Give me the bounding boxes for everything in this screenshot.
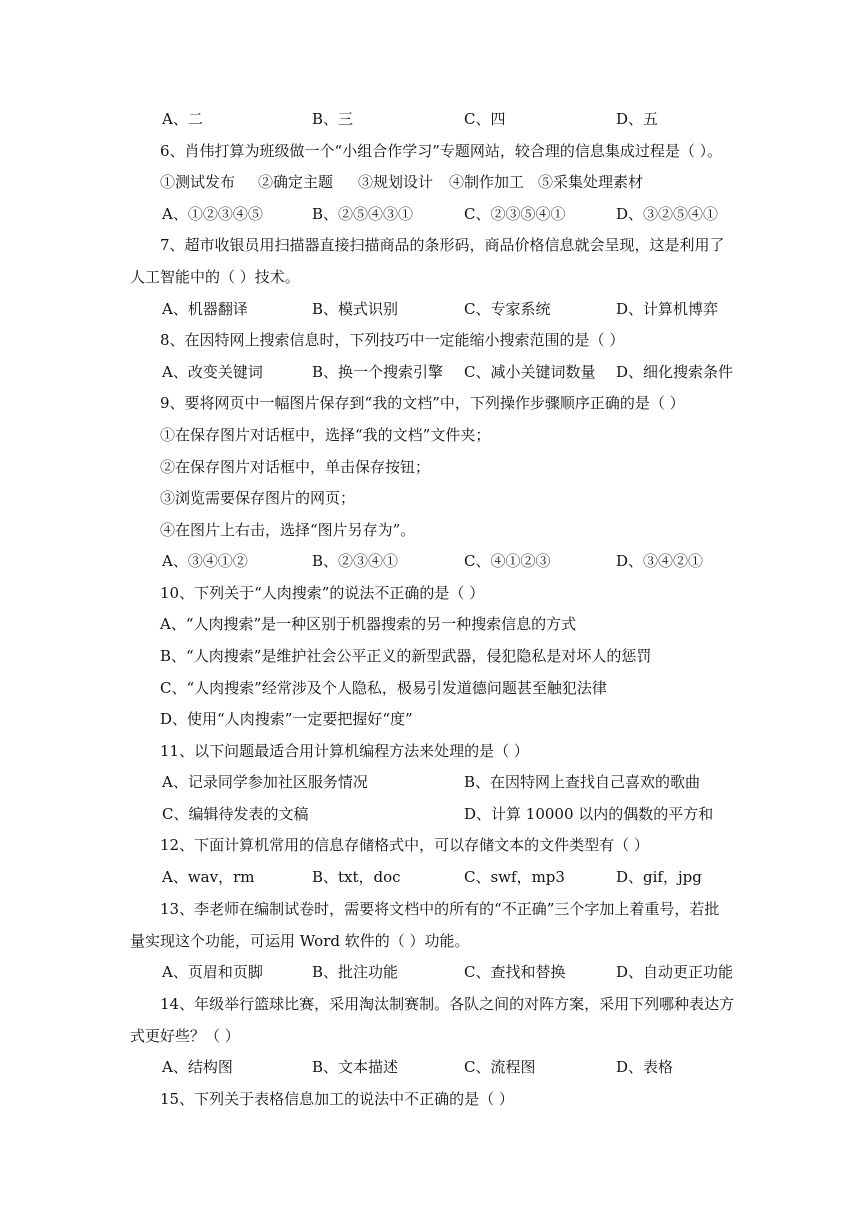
- q9-step-2: ②在保存图片对话框中，单击保存按钮；: [160, 458, 431, 476]
- q14-option-b: B、文本描述: [312, 1058, 399, 1076]
- q8-option-a: A、改变关键词: [162, 363, 263, 381]
- q14-option-d: D、表格: [616, 1058, 674, 1076]
- q10-option-d: D、使用“人肉搜索”一定要把握好“度”: [160, 710, 413, 728]
- q9-option-d: D、③④②①: [616, 552, 704, 570]
- q10-question: 10、下列关于“人肉搜索”的说法不正确的是（ ）: [160, 584, 485, 602]
- q12-option-b: B、txt，doc: [312, 868, 401, 886]
- q13-question-line1: 13、李老师在编制试卷时，需要将文档中的所有的“不正确”三个字加上着重号，若批: [160, 900, 720, 918]
- q13-option-c: C、查找和替换: [464, 963, 566, 981]
- q13-question-line2: 量实现这个功能，可运用 Word 软件的（ ）功能。: [130, 932, 470, 950]
- q10-option-c: C、“人肉搜索”经常涉及个人隐私，极易引发道德问题甚至触犯法律: [160, 679, 607, 697]
- q6-option-d: D、③②⑤④①: [616, 205, 719, 223]
- q13-option-d: D、自动更正功能: [616, 963, 734, 981]
- q7-option-d: D、计算机博弈: [616, 300, 719, 318]
- q14-option-c: C、流程图: [464, 1058, 536, 1076]
- q13-option-b: B、批注功能: [312, 963, 399, 981]
- q9-option-c: C、④①②③: [464, 552, 551, 570]
- q5-option-d: D、五: [616, 110, 659, 128]
- q8-option-d: D、细化搜索条件: [616, 363, 734, 381]
- q5-option-a: A、二: [162, 110, 203, 128]
- q9-step-3: ③浏览需要保存图片的网页；: [160, 489, 356, 507]
- q6-option-c: C、②③⑤④①: [464, 205, 566, 223]
- q12-option-c: C、swf，mp3: [464, 868, 565, 886]
- q6-step-1: ①测试发布: [160, 173, 236, 191]
- q12-question: 12、下面计算机常用的信息存储格式中，可以存储文本的文件类型有（ ）: [160, 836, 649, 854]
- q7-question-line2: 人工智能中的（ ）技术。: [130, 268, 300, 286]
- q11-option-a: A、记录同学参加社区服务情况: [162, 773, 368, 791]
- q10-option-a: A、“人肉搜索”是一种区别于机器搜索的另一种搜索信息的方式: [160, 615, 577, 633]
- q12-option-a: A、wav，rm: [162, 868, 255, 886]
- q8-question: 8、在因特网上搜索信息时，下列技巧中一定能缩小搜索范围的是（ ）: [160, 331, 625, 349]
- q6-option-a: A、①②③④⑤: [162, 205, 263, 223]
- q14-question-line1: 14、年级举行篮球比赛，采用淘汰制赛制。各队之间的对阵方案，采用下列哪种表达方: [160, 995, 735, 1013]
- q7-option-a: A、机器翻译: [162, 300, 248, 318]
- q6-step-4: ④制作加工: [449, 173, 525, 191]
- q15-question: 15、下列关于表格信息加工的说法中不正确的是（ ）: [160, 1090, 514, 1108]
- q5-option-b: B、三: [312, 110, 354, 128]
- q9-question: 9、要将网页中一幅图片保存到“我的文档”中，下列操作步骤顺序正确的是（ ）: [160, 394, 685, 412]
- q8-option-c: C、减小关键词数量: [464, 363, 596, 381]
- q11-question: 11、以下问题最适合用计算机编程方法来处理的是（ ）: [160, 742, 529, 760]
- q9-option-a: A、③④①②: [162, 552, 248, 570]
- q11-option-c: C、编辑待发表的文稿: [162, 805, 309, 823]
- q6-step-5: ⑤采集处理素材: [538, 173, 644, 191]
- q9-option-b: B、②③④①: [312, 552, 399, 570]
- q14-option-a: A、结构图: [162, 1058, 233, 1076]
- q6-question: 6、肖伟打算为班级做一个“小组合作学习”专题网站，较合理的信息集成过程是（ ）。: [160, 142, 723, 160]
- q9-step-4: ④在图片上右击，选择“图片另存为”。: [160, 521, 416, 539]
- q7-option-c: C、专家系统: [464, 300, 551, 318]
- q11-option-d: D、计算 10000 以内的偶数的平方和: [464, 805, 714, 823]
- q6-step-3: ③规划设计: [358, 173, 434, 191]
- q12-option-d: D、gif，jpg: [616, 868, 702, 886]
- q8-option-b: B、换一个搜索引擎: [312, 363, 444, 381]
- q7-option-b: B、模式识别: [312, 300, 399, 318]
- q13-option-a: A、页眉和页脚: [162, 963, 263, 981]
- q10-option-b: B、“人肉搜索”是维护社会公平正义的新型武器，侵犯隐私是对坏人的惩罚: [160, 647, 652, 665]
- q14-question-line2: 式更好些？（ ）: [130, 1027, 240, 1045]
- q6-option-b: B、②⑤④③①: [312, 205, 414, 223]
- q9-step-1: ①在保存图片对话框中，选择“我的文档”文件夹；: [160, 426, 491, 444]
- q11-option-b: B、在因特网上查找自己喜欢的歌曲: [464, 773, 701, 791]
- q5-option-c: C、四: [464, 110, 506, 128]
- q6-step-2: ②确定主题: [258, 173, 334, 191]
- q7-question-line1: 7、超市收银员用扫描器直接扫描商品的条形码，商品价格信息就会呈现，这是利用了: [160, 236, 725, 254]
